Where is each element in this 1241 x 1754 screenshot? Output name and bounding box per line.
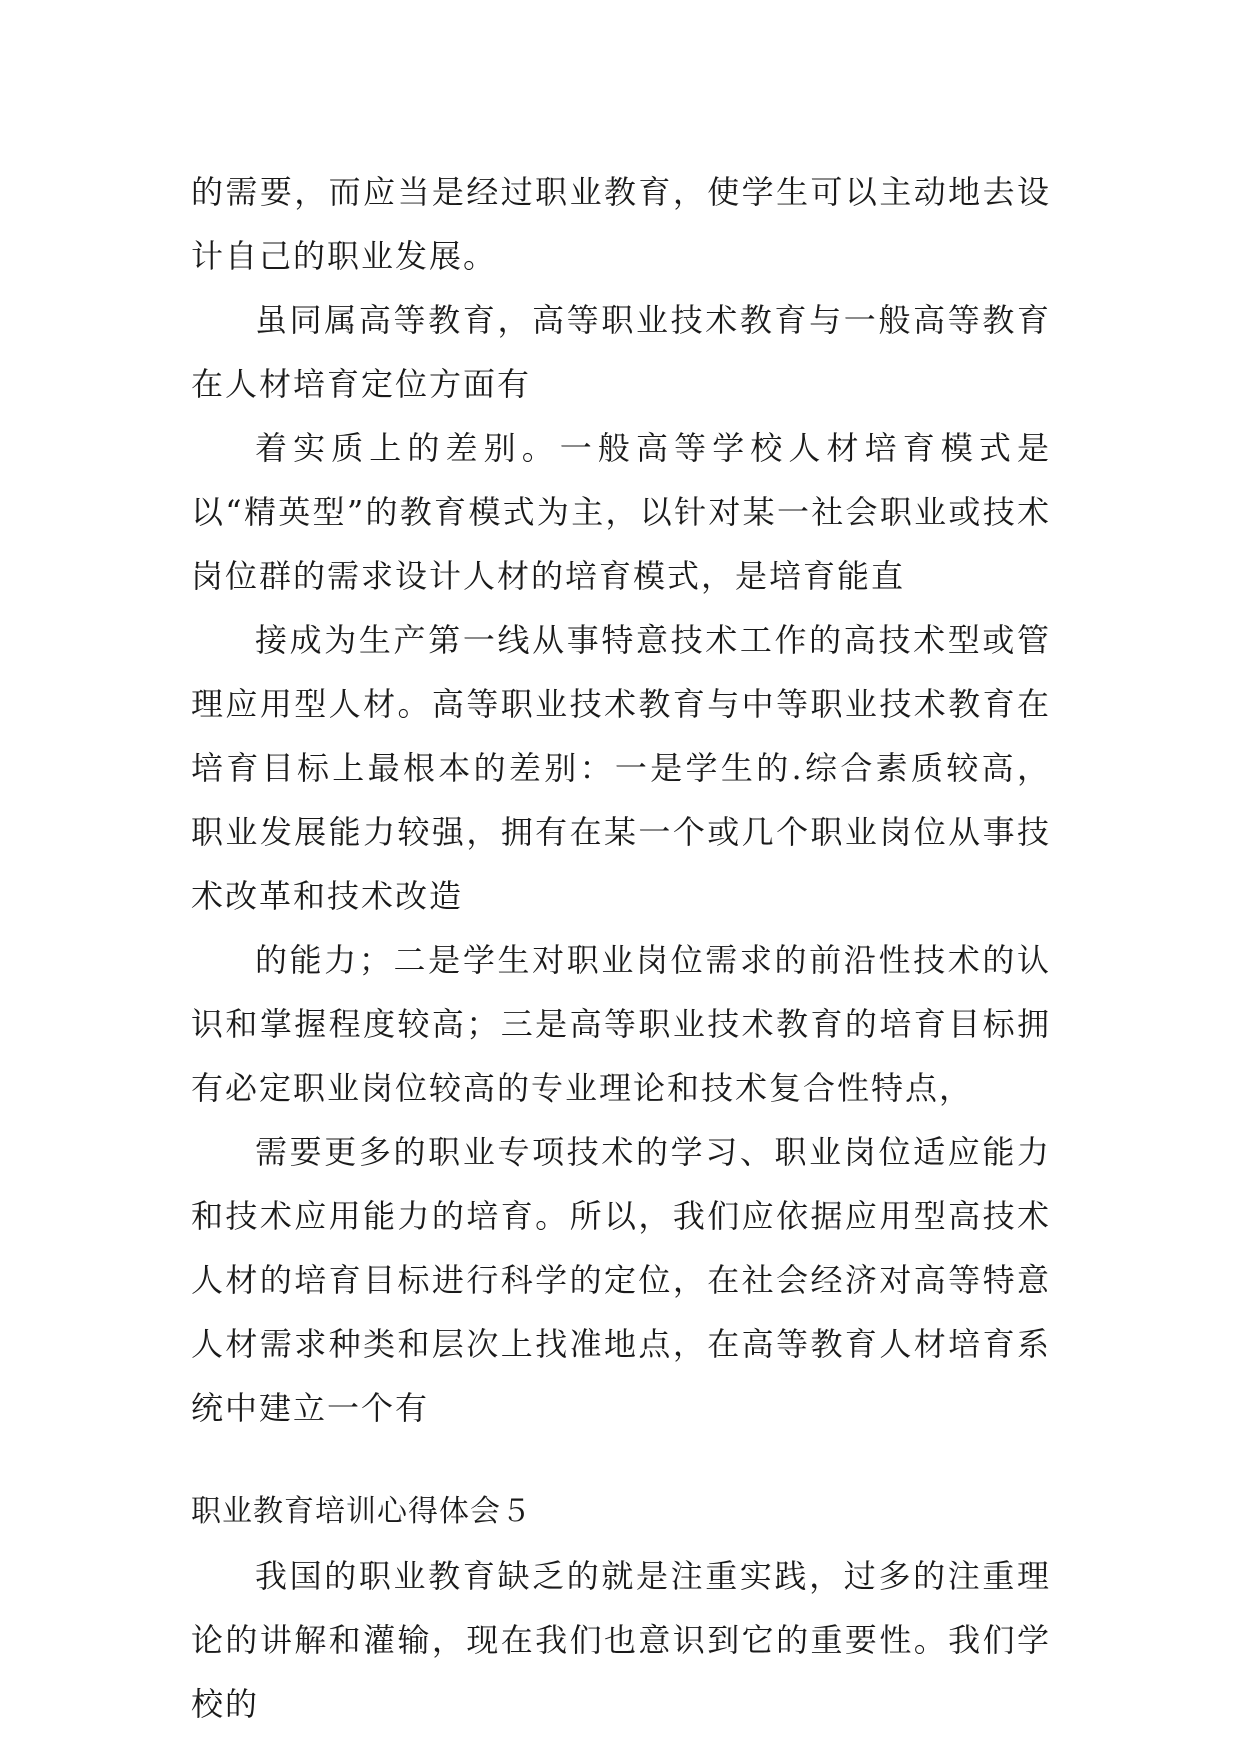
paragraph-3: 着实质上的差别。一般高等学校人材培育模式是以“精英型”的教育模式为主，以针对某一社会职业或技术岗位群的需求设计人材的培育模式，是培育能直 <box>191 429 1051 595</box>
section-paragraph-1: 我国的职业教育缺乏的就是注重实践，过多的注重理论的讲解和灌输，现在我们也意识到它的重要性。我们学校的 <box>191 1557 1051 1723</box>
paragraph-4: 接成为生产第一线从事特意技术工作的高技术型或管理应用型人材。高等职业技术教育与中等职业技术教育在培育目标上最根本的差别：一是学生的.综合素质较高，职业发展能力较强，拥有在某一个或几个职业岗位从事技术改革和技术改造 <box>191 621 1051 915</box>
document-body <box>191 160 1051 1736</box>
paragraph-6: 需要更多的职业专项技术的学习、职业岗位适应能力和技术应用能力的培育。所以，我们应依据应用型高技术人材的培育目标进行科学的定位，在社会经济对高等特意人材需求种类和层次上找准地点，在高等教育人材培育系统中建立一个有 <box>191 1133 1051 1427</box>
paragraph-1: 的需要，而应当是经过职业教育，使学生可以主动地去设计自己的职业发展。 <box>191 173 1051 275</box>
section-heading: 职业教育培训心得体会５ <box>191 1494 532 1529</box>
paragraph-2: 虽同属高等教育，高等职业技术教育与一般高等教育在人材培育定位方面有 <box>191 301 1051 403</box>
paragraph-5: 的能力；二是学生对职业岗位需求的前沿性技术的认识和掌握程度较高；三是高等职业技术教育的培育目标拥有必定职业岗位较高的专业理论和技术复合性特点， <box>191 941 1051 1107</box>
